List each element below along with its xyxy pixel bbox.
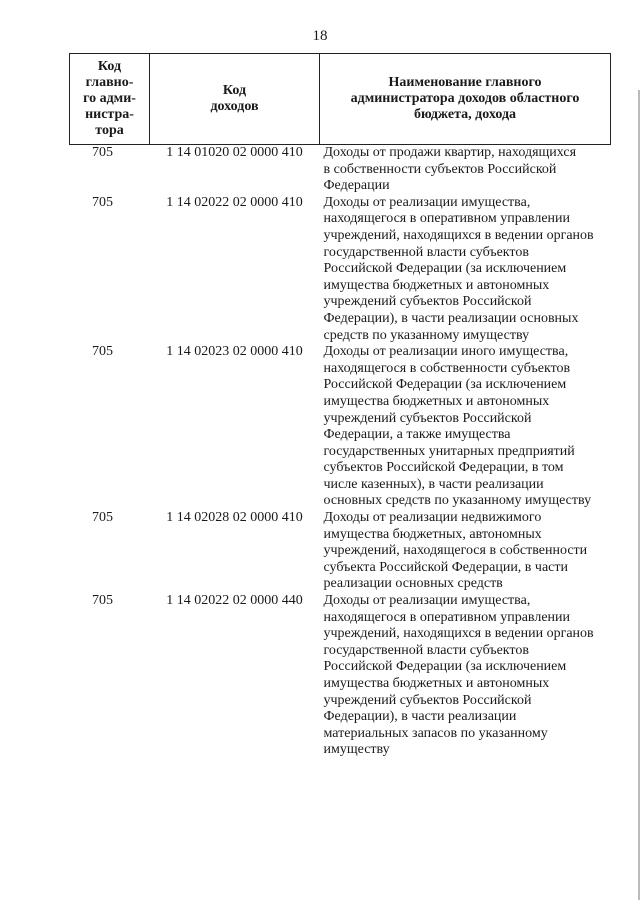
table-header (70, 54, 611, 145)
header-name: Наименование главного администратора доходов областного бюджета, дохода (320, 54, 611, 145)
admin-code-cell: 705 (92, 593, 113, 609)
header-income-code: Код доходов (150, 54, 320, 145)
income-name-cell: Доходы от продажи квартир, находящихся в собственности субъектов Российской Федерации (323, 145, 577, 194)
income-name-cell: Доходы от реализации имущества, находящегося в оперативном управлении учреждений, находящихся в ведении органов государственной власти субъектов Российской Федерации (за исключением имущества бюджетных и автономных учреждений субъектов Российской Федерации), в части реализации основных средств по указанному имуществу (323, 194, 594, 343)
income-code-cell: 1 14 02022 02 0000 440 (166, 593, 303, 609)
income-code-cell: 1 14 02028 02 0000 410 (166, 510, 303, 526)
table-row (70, 593, 611, 759)
table-body (70, 145, 611, 759)
table-header-row (70, 54, 611, 145)
admin-code-cell: 705 (92, 194, 113, 210)
admin-code-cell: 705 (92, 145, 113, 160)
table-row (70, 510, 611, 593)
header-admin-code: Код главно- го адми- нистра- тора (70, 54, 150, 145)
income-code-cell: 1 14 02022 02 0000 410 (166, 194, 303, 210)
income-name-cell: Доходы от реализации имущества, находящегося в оперативном управлении учреждений, находящихся в ведении органов государственной власти субъектов Российской Федерации (за исключением имущества бюджетных и автономных учреждений субъектов Российской Федерации), в части реализации материальных запасов по указанному имуществу (323, 593, 594, 758)
income-name-cell: Доходы от реализации иного имущества, находящегося в собственности субъектов Российской Федерации (за исключением имущества бюджетных и автономных учреждений субъектов Российской Федерации, а также имущества государственных унитарных предприятий субъектов Российской Федерации, в том числе казенных), в части реализации основных средств по указанному имуществу (323, 344, 592, 509)
admin-code-cell: 705 (92, 344, 113, 360)
income-name-cell: Доходы от реализации недвижимого имущества бюджетных, автономных учреждений, находящегося в собственности субъекта Российской Федерации, в части реализации основных средств (323, 510, 588, 592)
table-row (70, 195, 611, 344)
table-row (70, 344, 611, 510)
income-codes-table (69, 53, 611, 759)
admin-code-cell: 705 (92, 510, 113, 526)
income-code-cell: 1 14 02023 02 0000 410 (166, 344, 303, 360)
page-number: 18 (312, 28, 328, 44)
income-code-cell: 1 14 01020 02 0000 410 (166, 145, 303, 160)
table-row (70, 145, 611, 195)
